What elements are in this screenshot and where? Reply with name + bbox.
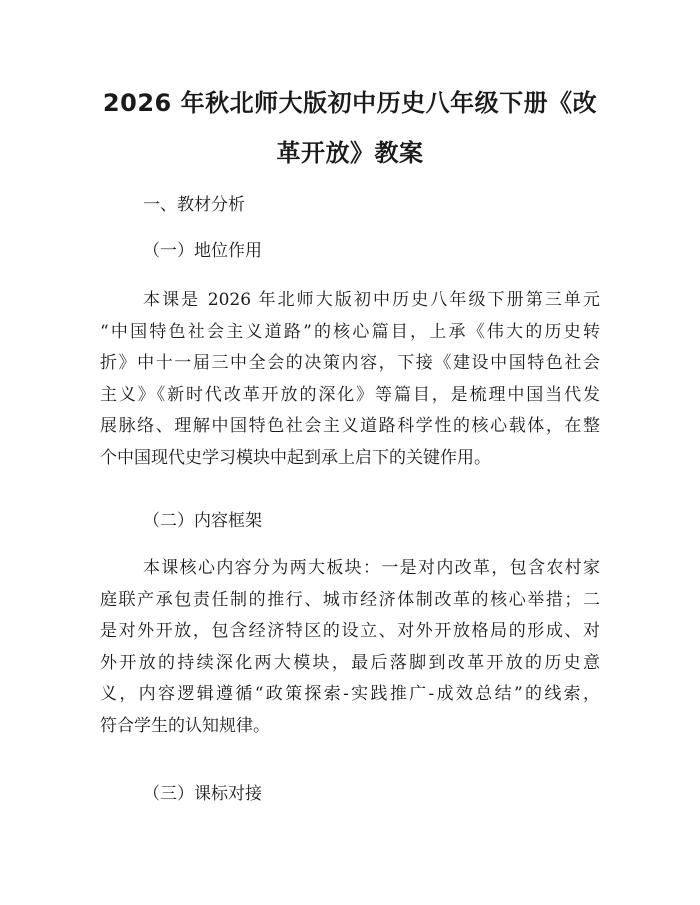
- subheading-position-role: （一）地位作用: [143, 241, 262, 261]
- paragraph-line: “中国特色社会主义道路”的核心篇目，上承《伟大的历史转: [100, 321, 600, 342]
- paragraph-line: 主义》《新时代改革开放的深化》等篇目，是梳理中国当代发: [100, 384, 600, 405]
- title-line-1: 2026 年秋北师大版初中历史八年级下册《改: [102, 89, 598, 117]
- paragraph-line: 义，内容逻辑遵循“政策探索-实践推广-成效总结”的线索，: [100, 684, 600, 704]
- paragraph-line: 个中国现代史学习模块中起到承上启下的关键作用。: [100, 447, 491, 468]
- paragraph-line: 外开放的持续深化两大模块，最后落脚到改革开放的历史意: [100, 652, 600, 673]
- paragraph-line: 符合学生的认知规律。: [100, 715, 270, 736]
- paragraph-line: 庭联产承包责任制的推行、城市经济体制改革的核心举措；二: [100, 589, 600, 610]
- paragraph-content-framework: [100, 553, 600, 742]
- document-title: [90, 78, 610, 178]
- subheading-content-framework: （二）内容框架: [143, 511, 262, 531]
- paragraph-line: 折》中十一届三中全会的决策内容，下接《建设中国特色社会: [100, 353, 600, 373]
- subheading-curriculum-alignment: （三）课标对接: [143, 784, 262, 804]
- paragraph-line: 本课是 2026 年北师大版初中历史八年级下册第三单元: [143, 290, 600, 310]
- paragraph-line: 本课核心内容分为两大板块：一是对内改革，包含农村家: [143, 558, 600, 578]
- section-heading-textbook-analysis: 一、教材分析: [143, 195, 245, 215]
- paragraph-line: 展脉络、理解中国特色社会主义道路科学性的核心载体，在整: [100, 416, 600, 436]
- paragraph-line: 是对外开放，包含经济特区的设立、对外开放格局的形成、对: [100, 621, 600, 641]
- title-line-2: 革开放》教案: [276, 139, 424, 167]
- paragraph-position-role: [100, 285, 600, 474]
